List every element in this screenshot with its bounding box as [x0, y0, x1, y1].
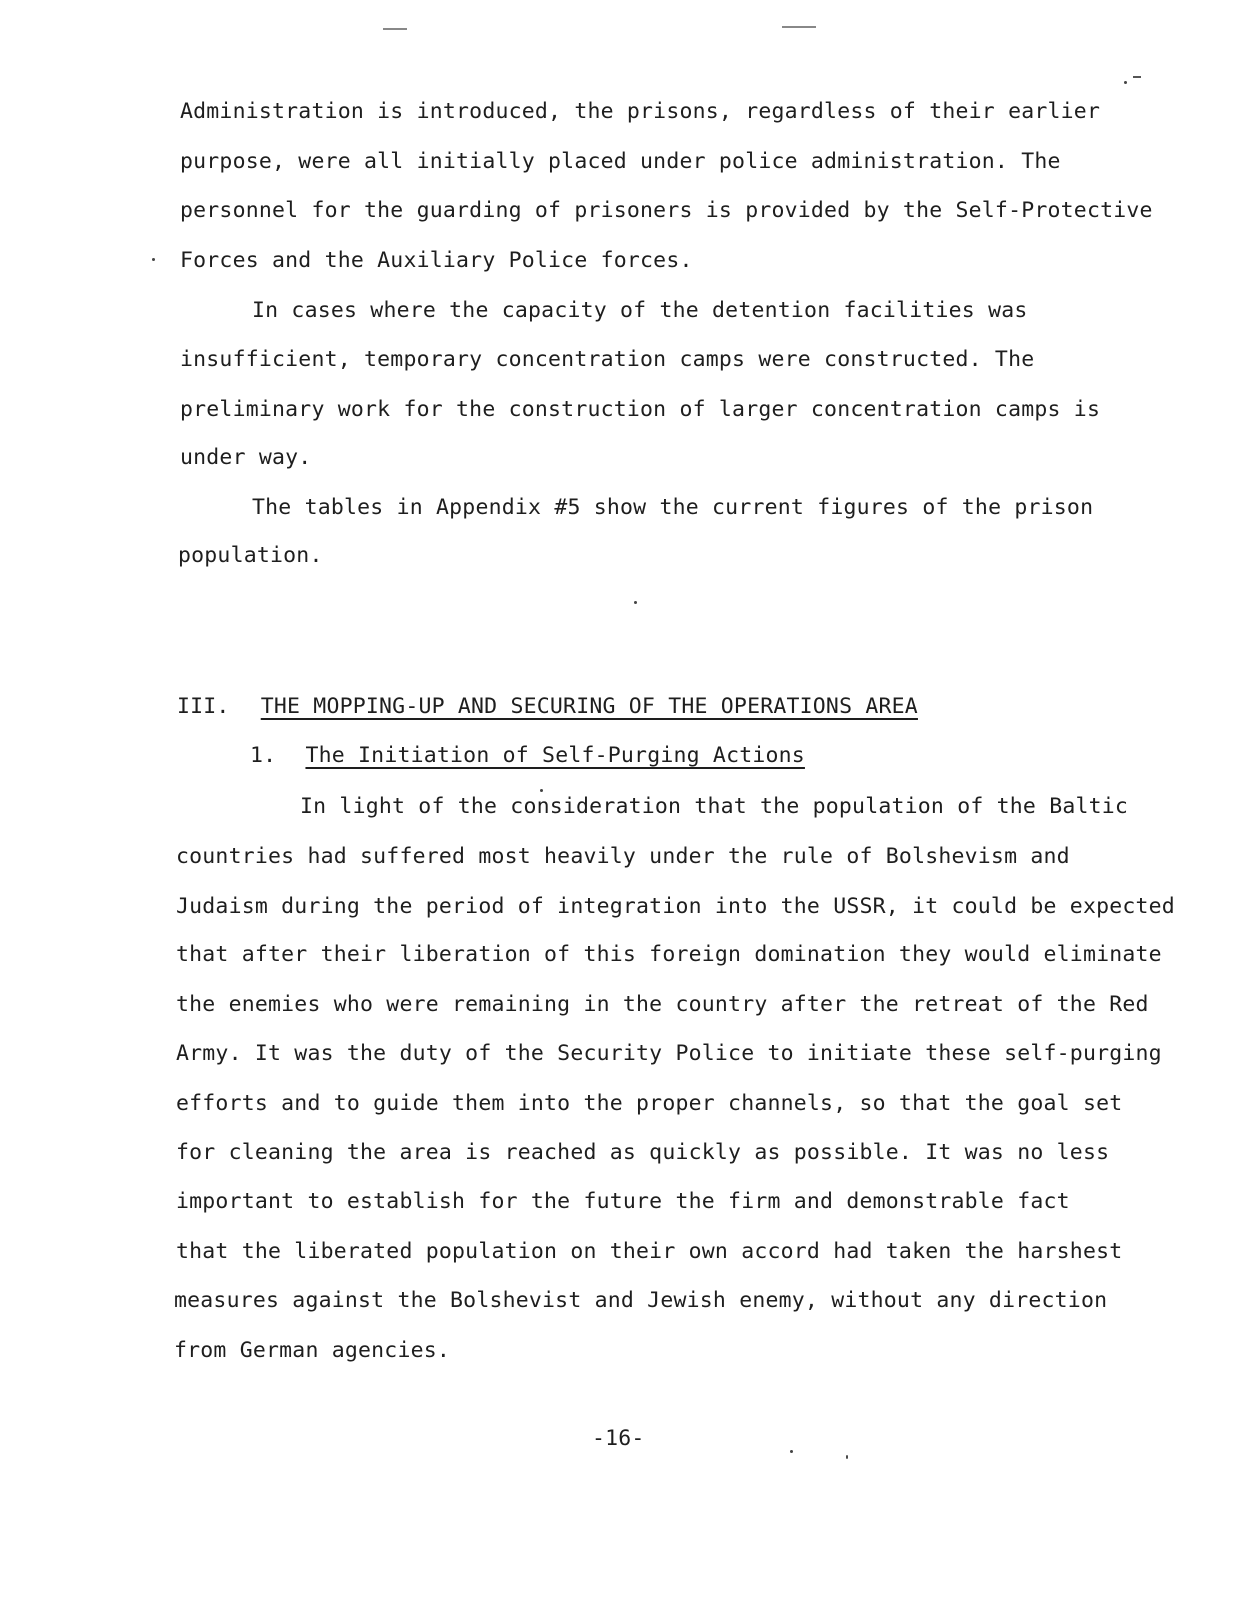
subsection-heading: [250, 742, 805, 770]
paragraph-1-line-1: Administration is introduced, the prisons, regardless of their earlier: [180, 99, 1101, 124]
scan-speck: [1124, 81, 1127, 84]
paragraph-2-line-1: In cases where the capacity of the detention facilities was: [252, 298, 1028, 323]
paragraph-4-line-11: measures against the Bolshevist and Jewish enemy, without any direction: [174, 1288, 1108, 1313]
section-title: THE MOPPING-UP AND SECURING OF THE OPERATIONS AREA: [260, 694, 918, 719]
page-number: -16-: [592, 1426, 645, 1451]
paragraph-2-line-3: preliminary work for the construction of larger concentration camps is: [180, 397, 1101, 422]
paragraph-4-line-3: Judaism during the period of integration into the USSR, it could be expected: [176, 894, 1175, 919]
paragraph-4-line-8: for cleaning the area is reached as quickly as possible. It was no less: [176, 1140, 1110, 1165]
paragraph-2-line-4: under way.: [180, 445, 312, 470]
scan-speck: [540, 789, 543, 792]
scan-mark: [1133, 76, 1141, 78]
paragraph-4-line-4: that after their liberation of this foreign domination they would eliminate: [176, 942, 1162, 967]
paragraph-1-line-2: purpose, were all initially placed under police administration. The: [180, 149, 1061, 174]
paragraph-4-line-9: important to establish for the future the firm and demonstrable fact: [176, 1189, 1070, 1214]
paragraph-1-line-4: Forces and the Auxiliary Police forces.: [180, 248, 693, 273]
paragraph-4-line-12: from German agencies.: [174, 1338, 451, 1363]
section-numeral: III.: [177, 694, 230, 719]
paragraph-3-line-2: population.: [178, 543, 323, 568]
scan-speck: [790, 1450, 793, 1453]
section-heading: [177, 693, 918, 721]
paragraph-4-line-6: Army. It was the duty of the Security Police to initiate these self-purging: [176, 1041, 1162, 1066]
paragraph-4-line-1: In light of the consideration that the population of the Baltic: [300, 794, 1129, 819]
paragraph-4-line-10: that the liberated population on their own accord had taken the harshest: [176, 1239, 1123, 1264]
subsection-number: 1.: [250, 743, 277, 768]
scan-speck: [634, 601, 637, 604]
paragraph-1-line-3: personnel for the guarding of prisoners is provided by the Self-Protective: [180, 198, 1153, 223]
paragraph-2-line-2: insufficient, temporary concentration camps were constructed. The: [180, 347, 1035, 372]
scan-mark: [782, 26, 816, 28]
scan-mark: [383, 28, 407, 30]
subsection-title: The Initiation of Self-Purging Actions: [305, 743, 805, 768]
paragraph-4-line-5: the enemies who were remaining in the country after the retreat of the Red: [176, 992, 1149, 1017]
scan-speck: [152, 258, 155, 261]
scan-speck: [846, 1455, 848, 1459]
paragraph-3-line-1: The tables in Appendix #5 show the current figures of the prison: [252, 495, 1094, 520]
paragraph-4-line-7: efforts and to guide them into the proper channels, so that the goal set: [176, 1091, 1123, 1116]
paragraph-4-line-2: countries had suffered most heavily under the rule of Bolshevism and: [176, 844, 1070, 869]
